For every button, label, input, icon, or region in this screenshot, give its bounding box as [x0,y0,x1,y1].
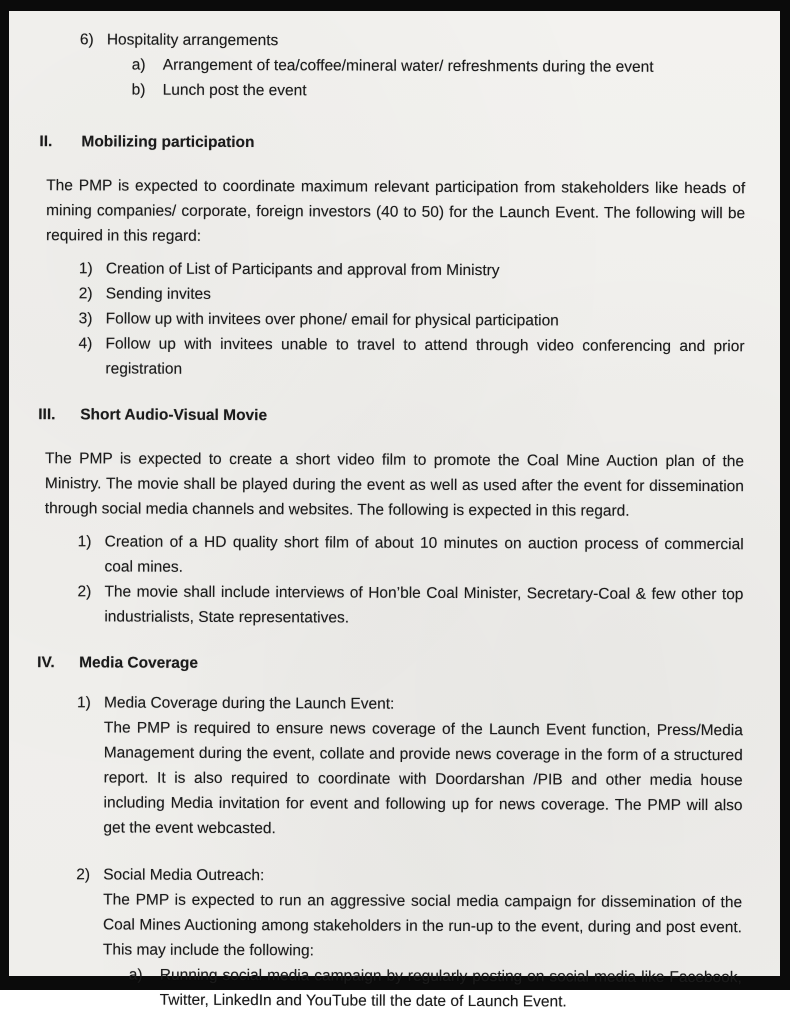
section-numeral: IV. [37,654,55,672]
list-subitem [132,78,746,106]
list-marker: 2) [77,583,92,601]
list-item-media-coverage [76,690,743,843]
numbered-list [45,256,745,384]
list-item-text: The movie shall include interviews of Hon’ble Coal Minister, Secretary-Coal & few other top industrialists, State representatives. [104,583,744,627]
section-heading-text: Media Coverage [79,654,199,672]
numbered-list [44,529,743,632]
list-item-social-media-outreach [76,862,743,1015]
list-marker: 2) [78,285,93,303]
list-item [78,331,744,384]
list-item-text: Creation of a HD quality short film of about 10 minutes on auction process of commercial coal mines. [104,533,744,576]
list-marker: 2) [76,866,91,884]
list-item-hospitality [80,27,746,55]
list-item [77,579,743,632]
list-marker: 6) [79,31,94,49]
list-marker: 4) [78,335,93,353]
list-item [79,256,745,284]
list-item-text: Sending invites [105,285,211,303]
list-marker: a) [131,56,146,74]
document-page [9,11,780,1011]
section-heading-mobilizing-participation [39,129,745,157]
list-marker: 1) [76,694,91,712]
paragraph: The PMP is expected to coordinate maximum relevant participation from stakeholders like heads of mining companies/ corporate, foreign investors (40 to 50) for the Launch Event. The following will be required in this regard: [45,177,746,245]
list-item-text: Hospitality arrangements [106,31,279,50]
list-item-title: Media Coverage during the Launch Event: [103,694,395,713]
section-heading-media-coverage [37,650,743,678]
list-item [79,306,745,334]
list-item-text: Follow up with invitees unable to travel to attend through video conferencing and prior registration [105,335,745,378]
section-numeral: II. [39,133,53,151]
list-item-text: Follow up with invitees over phone/ email for physical participation [105,310,559,330]
section-heading-text: Mobilizing participation [81,133,255,152]
list-item-title: Social Media Outreach: [103,866,265,885]
list-item-body: The PMP is expected to run an aggressive social media campaign for dissemination of the Coal Mines Auctioning among stakeholders in the run-up to the event, during and post event. This may include the following: [102,891,743,960]
section-heading-short-audio-visual-movie [38,402,744,430]
list-item [79,281,745,309]
list-marker: 3) [78,310,93,328]
list-marker: b) [131,81,146,99]
list-marker: 1) [78,260,93,278]
page-content [5,11,780,1015]
section-numeral: III. [38,406,56,424]
list-subitem-text: Arrangement of tea/coffee/mineral water/ refreshments during the event [162,56,654,76]
list-item-text: Creation of List of Participants and approval from Ministry [105,260,500,280]
section-heading-text: Short Audio-Visual Movie [80,406,268,425]
paragraph: The PMP is expected to create a short video film to promote the Coal Mine Auction plan of the Ministry. The movie shall be played during the event as well as used after the event for dissemination through social media channels and websites. The following is expected in this regard. [44,450,745,520]
list-item-body: The PMP is required to ensure news coverage of the Launch Event function, Press/Media Management during the event, collate and provide news coverage in the form of a structured report. It is also required to coordinate with Doordarshan /PIB and other media house including Media invitation for event and following up for news coverage. The PMP will also get the event webcasted. [103,719,743,838]
list-item [78,529,744,582]
list-subitem [129,963,742,1015]
list-marker: a) [128,966,143,984]
list-subitem-text: Running social media campaign by regularly posting on social media like Facebook, Twitter, LinkedIn and YouTube till the date of Launch Event. [159,966,742,1011]
list-subitem-text: Lunch post the event [162,81,307,100]
list-subitem [132,53,746,81]
list-marker: 1) [77,533,92,551]
